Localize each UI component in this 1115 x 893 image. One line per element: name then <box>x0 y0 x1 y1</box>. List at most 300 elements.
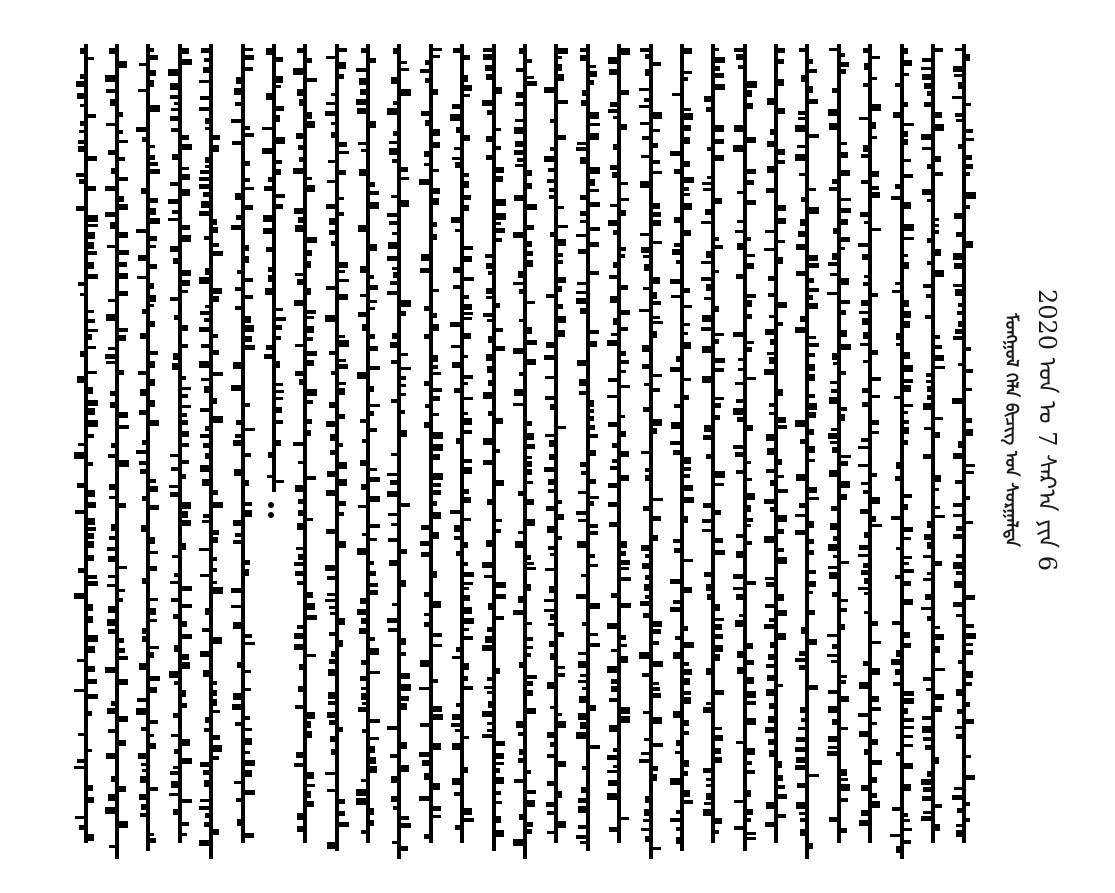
script-stroke <box>613 318 617 325</box>
script-stroke <box>150 218 160 224</box>
script-stroke <box>150 420 159 426</box>
script-stroke <box>653 682 659 685</box>
script-stroke <box>904 828 912 831</box>
script-stroke <box>88 490 95 497</box>
script-stroke <box>171 781 178 788</box>
script-stroke <box>294 562 303 566</box>
script-stroke <box>828 746 837 749</box>
script-stroke <box>339 541 346 548</box>
script-stroke <box>621 124 627 130</box>
script-stroke <box>607 770 617 773</box>
script-stroke <box>653 629 661 634</box>
script-stroke <box>674 404 680 408</box>
script-stroke <box>830 273 837 276</box>
script-stroke <box>904 321 910 328</box>
script-stroke <box>88 334 92 340</box>
script-stroke <box>496 328 503 332</box>
script-stroke <box>935 224 939 227</box>
script-stroke <box>150 619 157 622</box>
script-stroke <box>645 554 649 558</box>
script-stroke <box>360 676 366 681</box>
script-stroke <box>200 799 209 802</box>
script-stroke <box>235 102 241 106</box>
script-stroke <box>276 194 285 198</box>
script-stroke <box>935 694 944 700</box>
script-stroke <box>736 534 743 538</box>
script-stroke <box>199 107 209 111</box>
script-stroke <box>401 503 410 507</box>
script-stroke <box>766 689 774 696</box>
script-stroke <box>801 197 805 202</box>
script-stroke <box>110 402 115 408</box>
script-stroke <box>769 315 774 318</box>
script-stroke <box>966 388 972 391</box>
script-stroke <box>966 54 970 61</box>
script-stroke <box>578 491 586 494</box>
script-stroke <box>579 696 586 703</box>
script-stroke <box>204 728 209 732</box>
script-stroke <box>487 677 492 681</box>
script-stroke <box>268 275 272 282</box>
script-stroke <box>105 807 115 814</box>
script-stroke <box>923 555 931 558</box>
script-stroke <box>674 169 680 174</box>
script-stroke <box>496 238 502 242</box>
script-stroke <box>872 77 877 80</box>
script-stroke <box>864 592 868 595</box>
script-stroke <box>245 178 250 182</box>
script-stroke <box>904 744 913 747</box>
script-stroke <box>736 551 743 558</box>
script-stroke <box>558 48 568 54</box>
script-stroke <box>608 220 617 226</box>
script-stroke <box>926 380 931 383</box>
script-stroke <box>108 729 115 733</box>
script-stroke <box>715 604 720 611</box>
script-stroke <box>767 352 774 355</box>
script-stroke <box>168 199 178 204</box>
script-stroke <box>527 481 533 484</box>
script-stroke <box>828 736 837 742</box>
script-stroke <box>558 135 566 140</box>
script-stroke <box>673 652 680 659</box>
script-stroke <box>108 606 115 613</box>
script-stroke <box>558 100 568 104</box>
script-stroke <box>747 377 756 380</box>
script-stroke <box>263 228 272 234</box>
script-stroke <box>872 293 878 297</box>
script-stroke <box>841 494 847 500</box>
script-stroke <box>642 136 649 140</box>
script-stroke <box>119 140 128 143</box>
script-stroke <box>706 284 711 291</box>
script-stroke <box>609 275 617 279</box>
script-stroke <box>797 783 805 788</box>
script-stroke <box>935 112 942 118</box>
script-stroke <box>715 333 724 336</box>
script-stroke <box>827 751 837 756</box>
script-stroke <box>527 829 532 834</box>
script-stroke <box>182 325 188 331</box>
script-stroke <box>904 527 913 532</box>
script-stroke <box>736 594 743 600</box>
script-stroke <box>419 687 429 690</box>
script-stroke <box>483 392 492 399</box>
script-stroke <box>433 473 443 480</box>
script-stroke <box>890 834 900 837</box>
script-stroke <box>766 434 774 441</box>
script-stroke <box>715 654 720 661</box>
script-stroke <box>213 135 220 140</box>
script-stroke <box>276 115 280 122</box>
script-stroke <box>392 841 397 844</box>
script-stroke <box>641 828 649 831</box>
script-stroke <box>213 681 217 685</box>
script-stroke <box>769 750 774 757</box>
script-stroke <box>235 193 241 200</box>
script-stroke <box>182 662 190 669</box>
script-stroke <box>922 74 931 80</box>
script-stroke <box>401 684 411 691</box>
script-stroke <box>872 377 881 381</box>
script-stroke <box>173 258 178 264</box>
script-stroke <box>706 784 711 787</box>
script-stroke <box>182 654 189 660</box>
script-stroke <box>590 416 594 421</box>
script-stroke <box>231 605 241 608</box>
script-stroke <box>433 644 442 647</box>
script-stroke <box>966 755 971 758</box>
script-stroke <box>482 734 492 738</box>
script-stroke <box>119 598 123 602</box>
script-stroke <box>139 410 146 415</box>
text-column <box>451 44 473 843</box>
script-stroke <box>966 521 973 524</box>
script-stroke <box>119 786 126 792</box>
script-stroke <box>294 633 303 639</box>
script-stroke <box>370 346 378 351</box>
script-stroke <box>464 412 468 415</box>
script-stroke <box>701 261 711 264</box>
script-stroke <box>170 771 178 775</box>
script-stroke <box>182 48 189 54</box>
script-stroke <box>433 396 440 401</box>
script-stroke <box>307 654 316 657</box>
script-stroke <box>370 182 375 187</box>
script-stroke <box>307 177 312 180</box>
script-stroke <box>433 490 441 495</box>
script-stroke <box>958 82 962 89</box>
script-stroke <box>590 179 595 186</box>
text-column <box>734 44 756 851</box>
script-stroke <box>904 404 913 407</box>
script-stroke <box>841 624 845 630</box>
script-stroke <box>590 705 596 711</box>
script-stroke <box>201 378 209 381</box>
script-stroke <box>706 107 711 112</box>
script-stroke <box>325 315 335 322</box>
script-stroke <box>433 571 437 578</box>
script-stroke <box>150 566 157 571</box>
script-stroke <box>861 300 868 306</box>
script-stroke <box>182 174 190 180</box>
script-stroke <box>424 834 429 839</box>
script-stroke <box>297 625 303 629</box>
script-stroke <box>424 613 429 616</box>
script-stroke <box>173 713 178 718</box>
script-stroke <box>174 573 178 577</box>
script-stroke <box>904 102 908 107</box>
script-stroke <box>858 554 868 557</box>
script-stroke <box>370 307 375 310</box>
script-stroke <box>747 581 756 585</box>
script-stroke <box>513 348 523 354</box>
script-stroke <box>106 123 115 126</box>
script-stroke <box>643 407 649 412</box>
script-stroke <box>496 791 501 795</box>
script-stroke <box>464 582 473 585</box>
script-stroke <box>200 170 209 174</box>
script-stroke <box>450 322 460 327</box>
script-stroke <box>860 509 868 514</box>
script-stroke <box>841 407 847 411</box>
script-stroke <box>453 285 460 289</box>
script-stroke <box>684 108 691 111</box>
script-stroke <box>610 165 617 170</box>
script-stroke <box>514 779 523 783</box>
script-stroke <box>496 753 504 759</box>
script-stroke <box>433 706 442 712</box>
script-stroke <box>872 777 877 783</box>
script-stroke <box>171 734 178 737</box>
script-stroke <box>488 701 492 708</box>
script-stroke <box>921 779 931 785</box>
script-stroke <box>747 90 752 97</box>
script-stroke <box>487 366 492 373</box>
script-stroke <box>548 479 554 485</box>
script-stroke <box>299 157 303 162</box>
script-stroke <box>233 520 241 526</box>
subtitle-line <box>1000 40 1032 820</box>
script-stroke <box>88 274 98 279</box>
script-stroke <box>684 161 690 167</box>
script-stroke <box>307 721 311 728</box>
script-stroke <box>621 451 629 457</box>
script-stroke <box>673 600 680 604</box>
script-stroke <box>513 282 523 285</box>
script-stroke <box>299 664 303 670</box>
script-stroke <box>496 199 506 206</box>
script-stroke <box>213 372 223 376</box>
script-stroke <box>747 294 756 298</box>
script-stroke <box>577 142 586 145</box>
script-stroke <box>706 668 711 675</box>
script-stroke <box>547 811 554 815</box>
script-stroke <box>203 514 209 518</box>
script-stroke <box>893 112 900 118</box>
script-stroke <box>701 327 711 331</box>
script-stroke <box>809 497 819 500</box>
script-stroke <box>182 604 192 608</box>
script-stroke <box>734 125 743 132</box>
script-stroke <box>401 846 408 851</box>
script-stroke <box>325 599 335 602</box>
script-stroke <box>733 332 743 337</box>
script-stroke <box>641 752 649 755</box>
script-stroke <box>391 360 397 364</box>
script-stroke <box>370 757 376 764</box>
script-stroke <box>387 491 397 497</box>
script-stroke <box>550 742 554 747</box>
script-stroke <box>425 60 429 65</box>
script-stroke <box>88 215 98 222</box>
script-stroke <box>895 83 900 87</box>
script-stroke <box>433 413 439 416</box>
script-stroke <box>558 56 562 59</box>
script-stroke <box>464 686 473 690</box>
script-stroke <box>307 316 314 319</box>
script-stroke <box>245 738 252 745</box>
script-stroke <box>904 643 911 648</box>
script-stroke <box>401 311 406 316</box>
script-stroke <box>621 90 629 95</box>
script-stroke <box>138 89 146 92</box>
script-stroke <box>966 595 975 600</box>
script-stroke <box>548 489 554 493</box>
script-stroke <box>858 446 868 449</box>
script-stroke <box>578 249 586 254</box>
script-stroke <box>496 762 504 765</box>
script-stroke <box>621 182 628 185</box>
script-stroke <box>966 192 976 199</box>
script-stroke <box>276 57 283 62</box>
script-stroke <box>433 169 439 172</box>
script-stroke <box>513 403 523 406</box>
script-stroke <box>231 225 241 230</box>
script-stroke <box>747 254 755 257</box>
script-stroke <box>297 826 303 832</box>
script-stroke <box>433 815 441 818</box>
script-stroke <box>927 572 931 575</box>
script-stroke <box>433 289 439 292</box>
script-stroke <box>392 333 397 339</box>
script-stroke <box>904 60 912 66</box>
script-stroke <box>872 793 877 798</box>
script-stroke <box>356 68 366 72</box>
script-stroke <box>433 501 437 506</box>
script-stroke <box>496 741 505 746</box>
script-stroke <box>424 151 429 157</box>
script-stroke <box>895 575 900 579</box>
script-stroke <box>326 204 335 209</box>
script-stroke <box>858 464 868 467</box>
script-stroke <box>140 813 146 817</box>
script-stroke <box>496 449 500 453</box>
script-stroke <box>496 303 500 308</box>
script-stroke <box>608 422 617 427</box>
script-stroke <box>464 628 469 631</box>
script-stroke <box>621 327 628 331</box>
script-stroke <box>778 160 785 164</box>
script-stroke <box>904 504 908 510</box>
script-stroke <box>455 825 460 830</box>
script-stroke <box>464 467 472 474</box>
script-stroke <box>590 65 596 68</box>
script-stroke <box>496 801 502 804</box>
script-stroke <box>778 489 788 493</box>
script-stroke <box>136 708 146 715</box>
script-stroke <box>800 219 805 226</box>
script-stroke <box>401 393 406 396</box>
script-stroke <box>701 221 711 224</box>
script-stroke <box>389 560 397 566</box>
script-stroke <box>863 563 868 568</box>
script-stroke <box>609 827 617 832</box>
script-stroke <box>182 394 188 398</box>
script-stroke <box>487 722 492 725</box>
script-stroke <box>704 802 711 805</box>
script-stroke <box>390 342 397 348</box>
script-stroke <box>558 316 566 323</box>
script-stroke <box>797 145 805 148</box>
script-stroke <box>433 188 440 194</box>
script-stroke <box>955 726 962 729</box>
script-stroke <box>580 195 586 200</box>
script-stroke <box>580 674 586 677</box>
script-stroke <box>172 210 178 214</box>
script-stroke <box>958 660 962 664</box>
script-stroke <box>464 607 472 614</box>
script-stroke <box>339 294 348 300</box>
script-stroke <box>454 388 460 393</box>
script-stroke <box>715 735 723 741</box>
script-stroke <box>119 232 128 238</box>
script-stroke <box>863 282 868 286</box>
script-stroke <box>935 515 945 518</box>
script-stroke <box>370 477 380 482</box>
script-stroke <box>88 371 97 374</box>
script-stroke <box>715 84 725 90</box>
script-stroke <box>401 549 407 554</box>
script-stroke <box>607 623 617 629</box>
script-stroke <box>339 364 348 369</box>
script-stroke <box>201 48 209 53</box>
script-stroke <box>484 686 492 689</box>
script-stroke <box>926 294 931 298</box>
script-stroke <box>653 277 660 284</box>
script-stroke <box>953 253 962 260</box>
script-stroke <box>966 624 974 628</box>
script-stroke <box>809 570 816 574</box>
script-stroke <box>795 154 805 161</box>
script-stroke <box>326 490 335 496</box>
script-stroke <box>872 136 877 139</box>
script-stroke <box>590 501 594 506</box>
script-stroke <box>110 99 115 106</box>
script-stroke <box>150 537 155 544</box>
script-stroke <box>388 513 397 516</box>
script-stroke <box>138 255 146 261</box>
script-stroke <box>361 484 366 490</box>
script-stroke <box>527 301 535 304</box>
script-stroke <box>613 748 617 752</box>
script-stroke <box>150 379 155 386</box>
script-stroke <box>799 173 805 176</box>
script-stroke <box>590 71 597 77</box>
script-stroke <box>747 425 753 431</box>
script-stroke <box>464 663 469 670</box>
script-stroke <box>705 209 711 215</box>
